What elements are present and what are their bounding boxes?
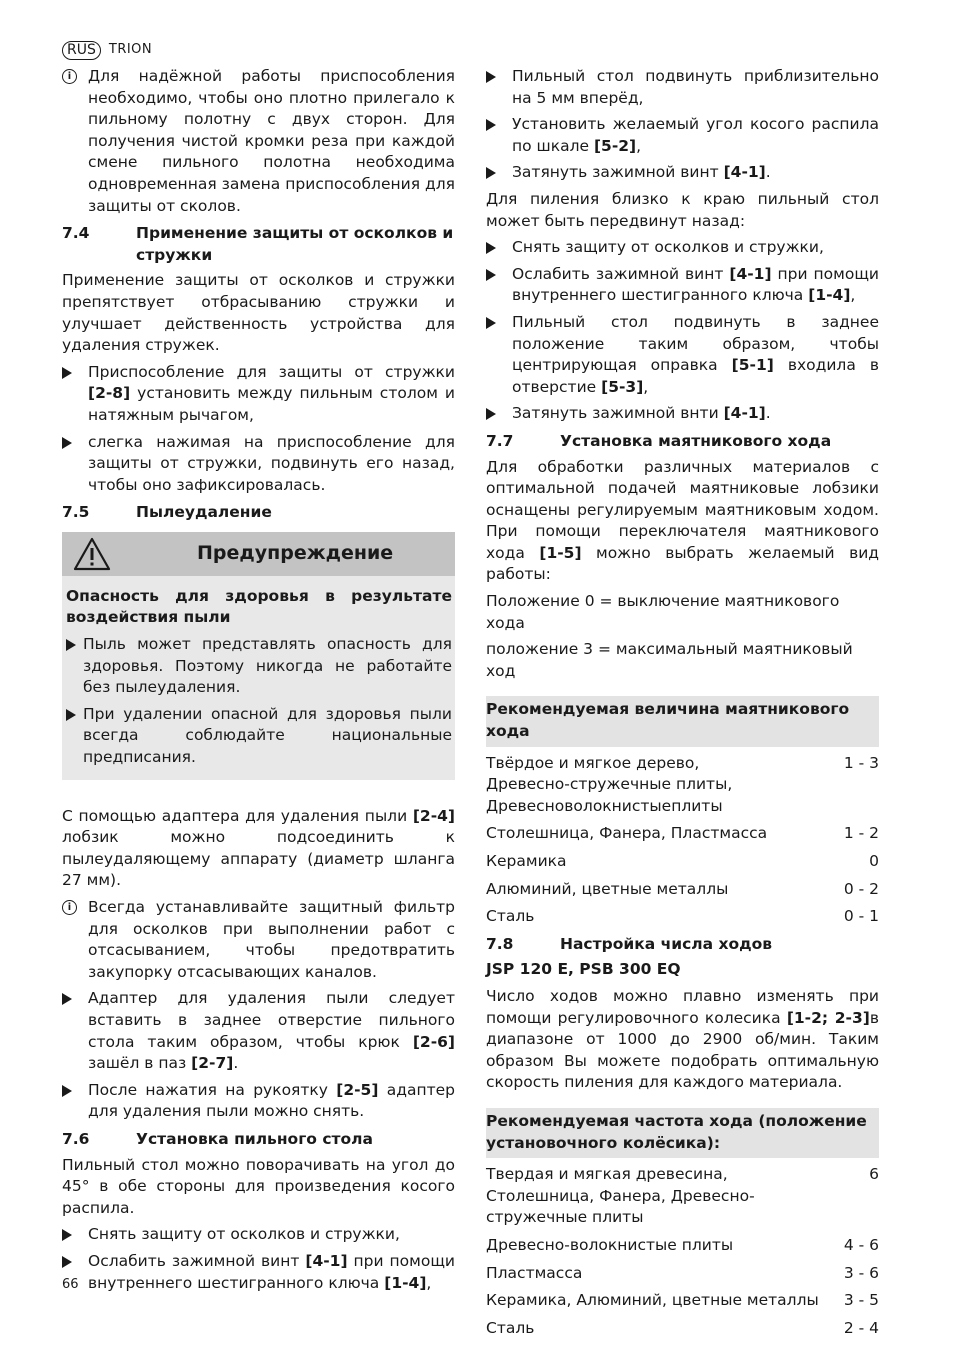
- table-row: Сталь 0 - 1: [486, 907, 879, 926]
- bullet-arrow-icon: [62, 437, 72, 449]
- bullet-arrow-icon: [66, 639, 76, 651]
- brand-name: TRION: [108, 42, 153, 58]
- bullet-item: Снять защиту от осколков и стружки,: [62, 1224, 455, 1246]
- table-row: Керамика 0: [486, 852, 879, 870]
- table-row: Древесно-волокнистые плиты 4 - 6: [486, 1235, 879, 1254]
- bullet-item: Ослабить зажимной винт [4-1] при помощи внутреннего шестигранного ключа [1-4],: [62, 1251, 455, 1294]
- bullet-arrow-icon: [62, 993, 72, 1005]
- table-row: Столешница, Фанера, Пластмасса 1 - 2: [486, 824, 879, 843]
- bullet-arrow-icon: [62, 1229, 72, 1241]
- language-badge: RUS: [62, 41, 101, 60]
- right-column: [486, 66, 879, 1345]
- warning-item: При удалении опасной для здоровья пыли всегда соблюдайте национальные предписания.: [66, 704, 452, 769]
- info-icon: i: [62, 900, 77, 915]
- bullet-item: Ослабить зажимной винт [4-1] при помощи внутреннего шестигранного ключа [1-4],: [486, 264, 879, 307]
- bullet-item: После нажатия на рукоятку [2-5] адаптер для удаления пыли можно снять.: [62, 1080, 455, 1123]
- paragraph: Для пиления близко к краю пильный стол может быть передвинут назад:: [486, 189, 879, 230]
- bullet-item: Приспособление для защиты от стружки [2-8] установить между пильным столом и натяжным рычагом,: [62, 362, 455, 427]
- table-header: Рекомендуемая величина маятникового хода: [486, 696, 879, 746]
- bullet-item: Снять защиту от осколков и стружки,: [486, 237, 879, 259]
- left-column: [62, 66, 455, 1299]
- table-row: Керамика, Алюминий, цветные металлы 3 - 5: [486, 1291, 879, 1310]
- table-1: [486, 753, 879, 928]
- table-header: Рекомендуемая частота хода (положение установочного колёсика):: [486, 1108, 879, 1158]
- bullet-item: слегка нажимая на приспособление для защиты от стружки, подвинуть его назад, чтобы оно зафиксировалась.: [62, 432, 455, 497]
- warning-header: [62, 532, 455, 576]
- bullet-arrow-icon: [62, 1256, 72, 1268]
- paragraph: положение 3 = максимальный маятниковый ход: [486, 640, 853, 680]
- table-row: Твердая и мягкая древесина, Столешница, Фанера, Древесно-стружечные плиты 6: [486, 1165, 879, 1227]
- info-note: i Для надёжной работы приспособления необходимо, чтобы оно плотно прилегало к пильному полотну с двух сторон. Для получения чистой кромки реза при каждой смене пильного полотна необходима одновременная замена приспособления для защиты от сколов.: [62, 66, 455, 217]
- bullet-arrow-icon: [62, 367, 72, 379]
- table-2: [486, 1164, 879, 1339]
- paragraph: Применение защиты от осколков и стружки препятствует отбрасыванию стружки и улучшает действенность устройства для удаления стружек.: [62, 271, 455, 355]
- bullet-item: Пильный стол подвинуть приблизительно на 5 мм вперёд,: [486, 66, 879, 109]
- table-row: Твёрдое и мягкое дерево, Древесно-стружечные плиты, Древесноволокнистыеплиты 1 - 3: [486, 753, 879, 815]
- table-row: Сталь 2 - 4: [486, 1318, 879, 1337]
- page-header: [62, 40, 152, 60]
- warning-title: Предупреждение: [197, 542, 394, 565]
- section-heading: 7.4 Применение защиты от осколков и стружки: [62, 224, 454, 264]
- bullet-arrow-icon: [486, 167, 496, 179]
- page-number: 66: [62, 1277, 79, 1292]
- bullet-item: Адаптер для удаления пыли следует вставить в заднее отверстие пильного стола таким образом, чтобы крюк [2-6] зашёл в паз [2-7].: [62, 988, 455, 1074]
- warning-item: Пыль может представлять опасность для здоровья. Поэтому никогда не работайте без пылеудаления.: [66, 634, 452, 699]
- paragraph: Для обработки различных материалов с оптимальной подачей маятниковые лобзики оснащены регулируемым маятниковым ходом. При помощи переключателя маятникового хода [1-5] можно выбрать желаемый вид работы:: [486, 457, 879, 584]
- bullet-arrow-icon: [66, 709, 76, 721]
- bullet-item: Установить желаемый угол косого распила по шкале [5-2],: [486, 114, 879, 157]
- bullet-arrow-icon: [486, 71, 496, 83]
- info-note: i Всегда устанавливайте защитный фильтр для осколков при выполнении работ с отсасыванием, чтобы предотвратить закупорку отсасывающих каналов.: [62, 897, 455, 983]
- info-icon: i: [62, 69, 77, 84]
- bullet-arrow-icon: [486, 269, 496, 281]
- table-row: Алюминий, цветные металлы 0 - 2: [486, 879, 879, 898]
- bullet-arrow-icon: [486, 408, 496, 420]
- section-heading: 7.6 Установка пильного стола: [62, 1129, 373, 1148]
- paragraph: Пильный стол можно поворачивать на угол до 45° в обе стороны для произведения косого распила.: [62, 1155, 455, 1217]
- bullet-arrow-icon: [62, 1085, 72, 1097]
- section-heading: 7.7 Установка маятникового хода: [486, 431, 832, 450]
- section-heading: 7.5 Пылеудаление: [62, 503, 272, 522]
- bullet-item: Пильный стол подвинуть в заднее положение таким образом, чтобы центрирующая оправка [5-1] входила в отверстие [5-3],: [486, 312, 879, 398]
- bullet-arrow-icon: [486, 317, 496, 329]
- warning-triangle-icon: [73, 537, 111, 571]
- model-subheading: JSP 120 E, PSB 300 EQ: [486, 960, 681, 979]
- bullet-item: Затянуть зажимной внти [4-1].: [486, 403, 879, 425]
- bullet-arrow-icon: [486, 119, 496, 131]
- warning-subtitle: Опасность для здоровья в результате воздействия пыли: [66, 586, 452, 627]
- bullet-arrow-icon: [486, 242, 496, 254]
- section-heading: 7.8 Настройка числа ходов: [486, 934, 773, 953]
- warning-box: [62, 532, 455, 780]
- paragraph: Положение 0 = выключение маятникового хода: [486, 592, 840, 632]
- bullet-item: Затянуть зажимной винт [4-1].: [486, 162, 879, 184]
- table-row: Пластмасса 3 - 6: [486, 1263, 879, 1282]
- paragraph: Число ходов можно плавно изменять при помощи регулировочного колесика [1-2; 2-3]в диапазоне от 1000 до 2900 об/мин. Таким образом Вы можете подобрать оптимальную скорость пиления для каждого материала.: [486, 986, 879, 1092]
- paragraph: С помощью адаптера для удаления пыли [2-4] лобзик можно подсоединить к пылеудаляющему аппарату (диаметр шланга 27 мм).: [62, 806, 455, 890]
